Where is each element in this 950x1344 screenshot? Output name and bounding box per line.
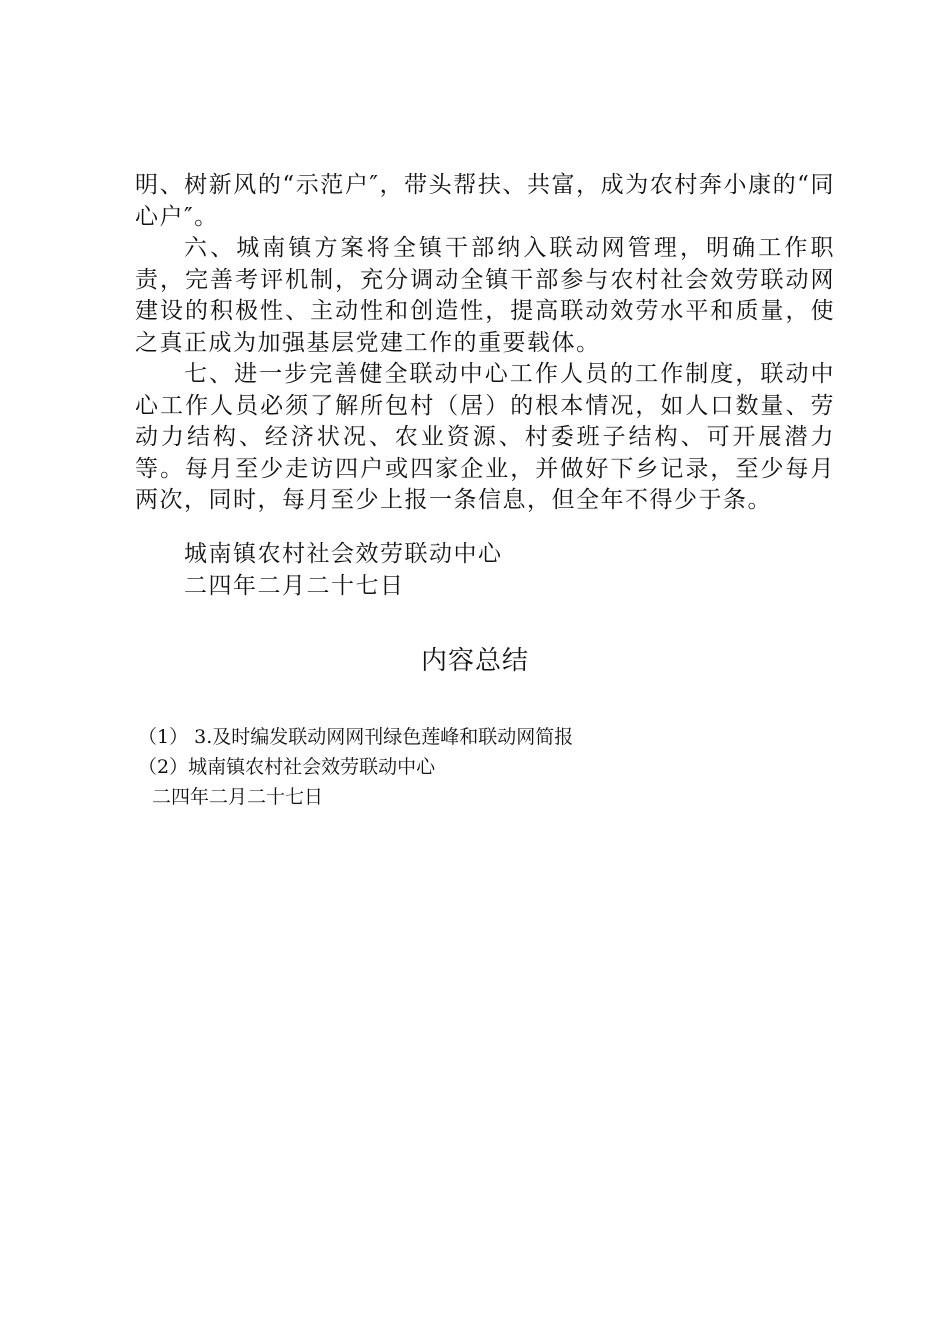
paragraph-six: 六、城南镇方案将全镇干部纳入联动网管理，明确工作职责，完善考评机制，充分调动全镇干部参与农村社会效劳联动网建设的积极性、主动性和创造性，提高联动效劳水平和质量，使之真正成为加强基层党建工作的重要载体。 [135, 235, 835, 356]
summary-item: （2）城南镇农村社会效劳联动中心 [138, 756, 436, 778]
summary-item: 二四年二月二十七日 [152, 786, 324, 808]
paragraph-seven: 七、进一步完善健全联动中心工作人员的工作制度，联动中心工作人员必须了解所包村（居）的根本情况，如人口数量、劳动力结构、经济状况、农业资源、村委班子结构、可开展潜力等。每月至少走访四户或四家企业，并做好下乡记录，至少每月两次，同时，每月至少上报一条信息，但全年不得少于条。 [135, 361, 835, 513]
summary-title: 内容总结 [420, 646, 529, 676]
summary-item: （1） 3.及时编发联动网网刊绿色莲峰和联动网简报 [138, 726, 574, 748]
document-body [135, 170, 835, 517]
signature-block [184, 538, 503, 602]
signature-date: 二四年二月二十七日 [184, 573, 405, 599]
signature-organization: 城南镇农村社会效劳联动中心 [184, 541, 503, 567]
paragraph-continuation: 明、树新风的“示范户″，带头帮扶、共富，成为农村奔小康的“同心户″。 [135, 172, 835, 230]
summary-list [138, 722, 573, 812]
